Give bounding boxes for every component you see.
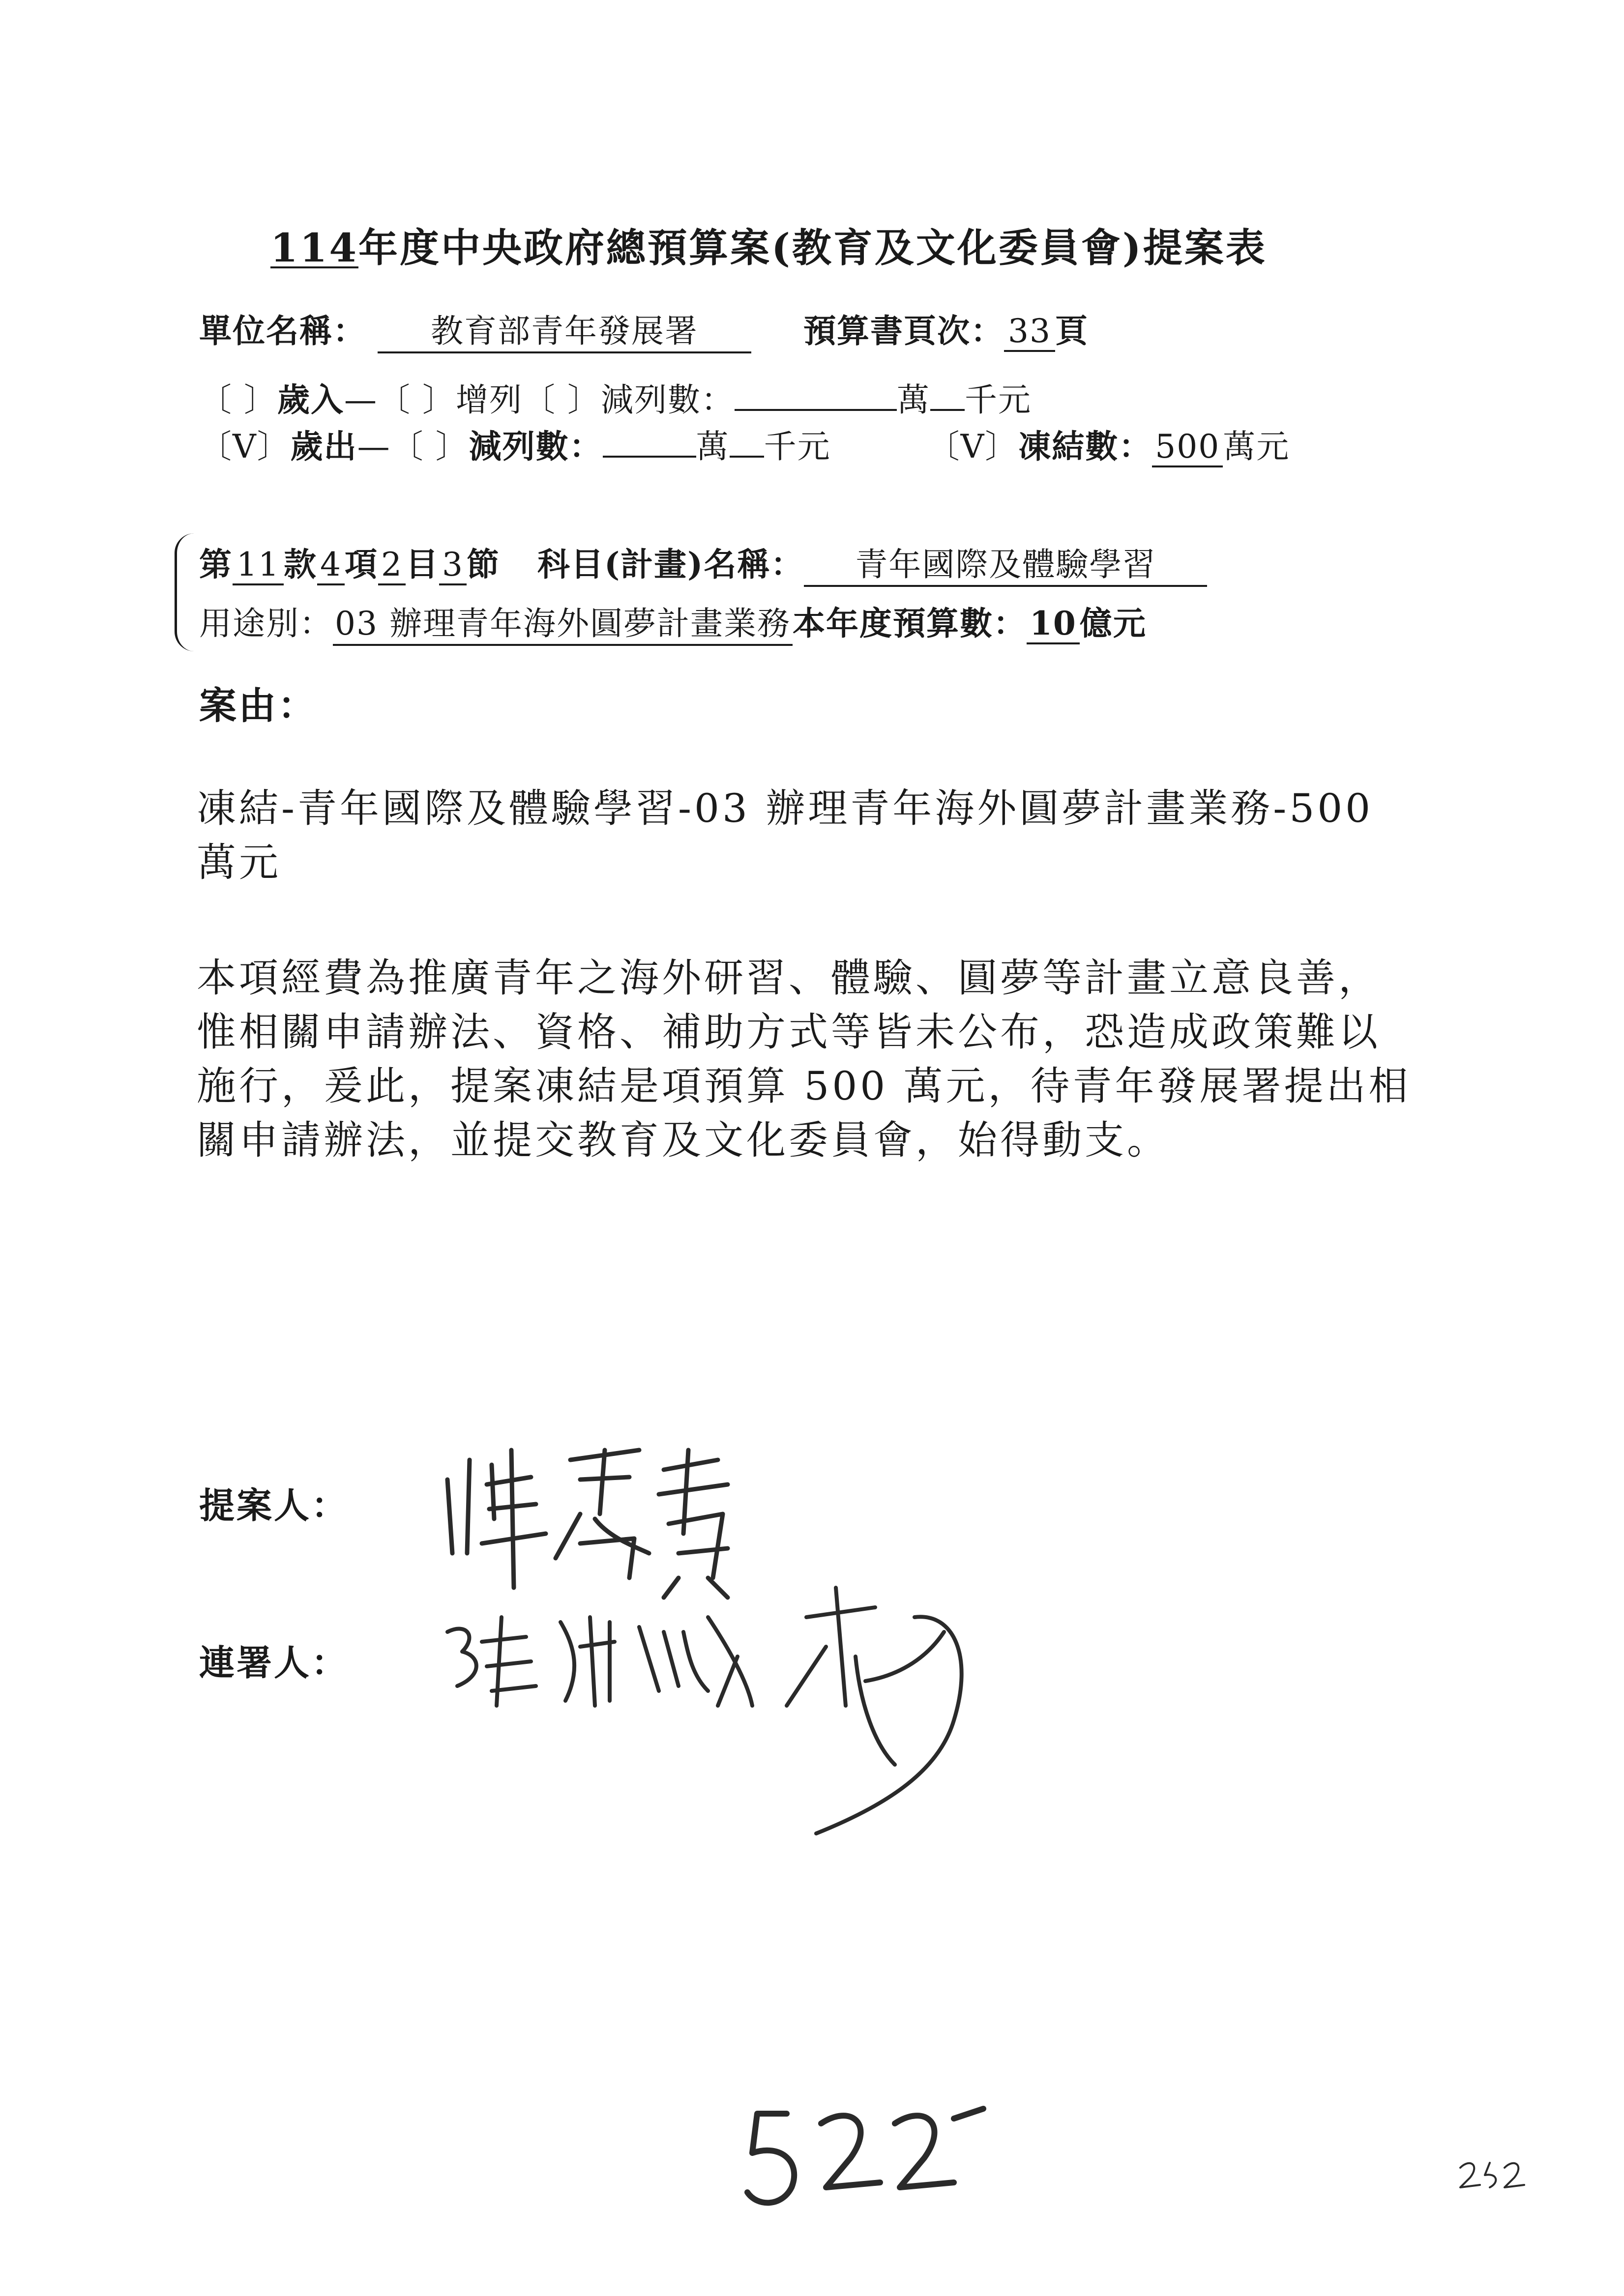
expense-label: 歲出: [290, 427, 357, 465]
reason-paragraph-1: 凍結-青年國際及體驗學習-03 辦理青年海外圓夢計畫業務-500 萬元: [197, 785, 1374, 885]
proposer-label: 提案人：: [199, 1484, 349, 1526]
freeze-label: 凍結數：: [1018, 427, 1152, 465]
revenue-wan-blank: [735, 381, 897, 411]
expense-checkbox: 〔V〕: [199, 428, 291, 465]
page-suffix: 頁: [1055, 312, 1089, 350]
mu-suffix: 目: [405, 545, 439, 583]
budget-item-bracket: [175, 533, 197, 651]
kuan-value: 11: [233, 546, 284, 585]
mu-value: 2: [378, 546, 406, 585]
page-number-handwritten: [738, 2094, 993, 2217]
reason-paragraph-2: 本項經費為推廣青年之海外研習、體驗、圓夢等計畫立意良善，惟相關申請辦法、資格、補助方式等皆未公布，恐造成政策難以施行，爰此，提案凍結是項預算 500 萬元，待青年發展署提出相關申請辦法，並提交教育及文化委員會，始得動支。: [197, 955, 1411, 1163]
xiang-value: 4: [317, 546, 345, 585]
usage-value: 03 辦理青年海外圓夢計畫業務: [333, 597, 793, 646]
expense-wan: 萬: [696, 428, 730, 465]
usage-label: 用途別：: [199, 605, 333, 642]
corner-number-handwritten: [1455, 2153, 1534, 2197]
revenue-qian-blank: [930, 381, 965, 411]
xiang-suffix: 項: [344, 545, 378, 583]
revenue-qian-yuan: 千元: [964, 381, 1032, 419]
expense-qian-blank: [730, 428, 764, 458]
title-text: 年度中央政府總預算案(教育及文化委員會)提案表: [358, 225, 1267, 271]
expense-decrease-label: 減列數：: [469, 427, 603, 465]
revenue-checkbox: 〔 〕: [199, 381, 277, 419]
annual-unit: 億元: [1079, 604, 1147, 642]
usage-row: [199, 597, 1147, 646]
revenue-options: —〔 〕增列〔 〕減列數：: [344, 381, 735, 419]
unit-label: 單位名稱：: [199, 312, 366, 350]
unit-value: 教育部青年發展署: [378, 305, 751, 353]
kuan-suffix: 款: [283, 545, 317, 583]
cosigner-label: 連署人：: [199, 1642, 349, 1684]
annual-label: 本年度預算數：: [792, 604, 1027, 642]
budget-item-row: [199, 538, 1207, 587]
subject-label: 科目(計畫)名稱：: [537, 545, 804, 583]
jie-value: 3: [439, 546, 467, 585]
revenue-row: [199, 374, 1032, 420]
kuan-label: 第: [199, 545, 233, 583]
expense-qian-yuan: 千元: [764, 428, 831, 465]
subject-value: 青年國際及體驗學習: [804, 538, 1207, 587]
cosigner-signatures: [433, 1558, 1023, 1863]
freeze-checkbox: 〔V〕: [927, 428, 1019, 465]
expense-wan-blank: [603, 428, 696, 458]
annual-value: 10: [1027, 604, 1080, 644]
expense-dash: —〔 〕: [357, 428, 469, 465]
jie-suffix: 節: [466, 545, 500, 583]
title-year: 114: [270, 225, 358, 271]
freeze-unit: 萬元: [1223, 428, 1290, 465]
revenue-wan: 萬: [896, 381, 930, 419]
expense-row: [199, 420, 1290, 467]
revenue-label: 歲入: [277, 380, 344, 419]
freeze-value: 500: [1152, 428, 1223, 467]
reason-label: 案由：: [199, 684, 317, 727]
page-value: 33: [1004, 312, 1055, 352]
page-label: 預算書頁次：: [803, 312, 1004, 350]
unit-row: [199, 305, 1089, 353]
form-title: [270, 216, 1267, 273]
